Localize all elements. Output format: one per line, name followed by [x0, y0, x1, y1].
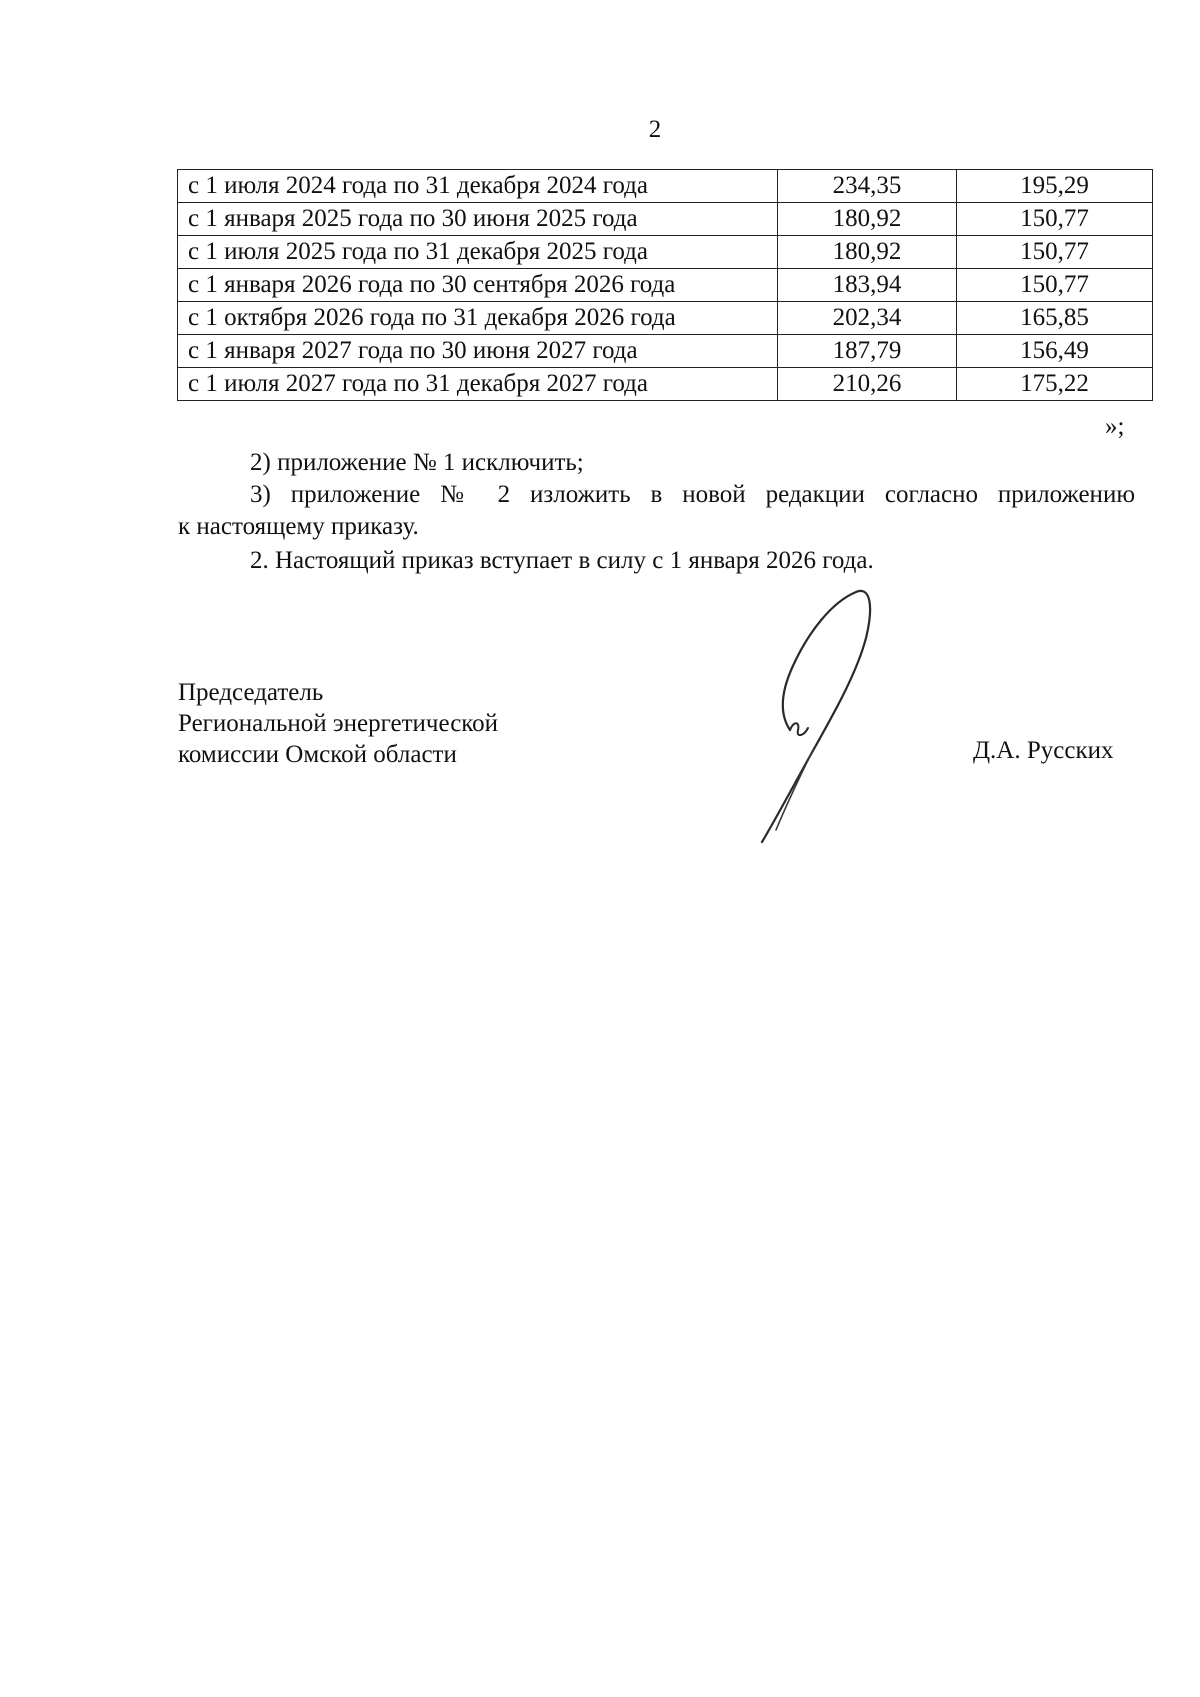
- value1-cell: 187,79: [778, 335, 957, 368]
- signatory-title-line: Региональной энергетической: [178, 710, 499, 737]
- table-row: [178, 302, 1153, 335]
- period-cell: с 1 января 2026 года по 30 сентября 2026 года: [178, 269, 778, 302]
- signatory-title-line: комиссии Омской области: [178, 741, 457, 768]
- table-row: [178, 269, 1153, 302]
- value1-cell: 183,94: [778, 269, 957, 302]
- closing-quote: »;: [1105, 413, 1125, 440]
- period-cell: с 1 января 2025 года по 30 июня 2025 года: [178, 203, 778, 236]
- value2-cell: 150,77: [957, 236, 1153, 269]
- value1-cell: 234,35: [778, 170, 957, 203]
- value2-cell: 156,49: [957, 335, 1153, 368]
- value2-cell: 150,77: [957, 269, 1153, 302]
- item-3-text-line1: 3) приложение № 2 изложить в новой редакции согласно приложению: [250, 481, 1135, 508]
- signatory-name: Д.А. Русских: [973, 737, 1114, 764]
- value1-cell: 210,26: [778, 368, 957, 401]
- period-cell: с 1 июля 2024 года по 31 декабря 2024 года: [178, 170, 778, 203]
- table-row: [178, 335, 1153, 368]
- period-cell: с 1 июля 2025 года по 31 декабря 2025 года: [178, 236, 778, 269]
- table-row: [178, 236, 1153, 269]
- item-2-text: 2) приложение № 1 исключить;: [250, 449, 584, 476]
- signatory-title-line: Председатель: [178, 679, 324, 706]
- table-row: [178, 170, 1153, 203]
- value2-cell: 195,29: [957, 170, 1153, 203]
- value2-cell: 150,77: [957, 203, 1153, 236]
- page-number: 2: [648, 116, 662, 143]
- item-3-text-line2: к настоящему приказу.: [178, 513, 419, 540]
- clause-2-text: 2. Настоящий приказ вступает в силу с 1 января 2026 года.: [250, 547, 874, 574]
- period-cell: с 1 июля 2027 года по 31 декабря 2027 года: [178, 368, 778, 401]
- table-row: [178, 368, 1153, 401]
- value1-cell: 202,34: [778, 302, 957, 335]
- tariff-table: [177, 169, 1153, 401]
- value2-cell: 165,85: [957, 302, 1153, 335]
- value2-cell: 175,22: [957, 368, 1153, 401]
- value1-cell: 180,92: [778, 236, 957, 269]
- table-row: [178, 203, 1153, 236]
- period-cell: с 1 января 2027 года по 30 июня 2027 года: [178, 335, 778, 368]
- signatory-title: [178, 677, 498, 770]
- value1-cell: 180,92: [778, 203, 957, 236]
- period-cell: с 1 октября 2026 года по 31 декабря 2026 года: [178, 302, 778, 335]
